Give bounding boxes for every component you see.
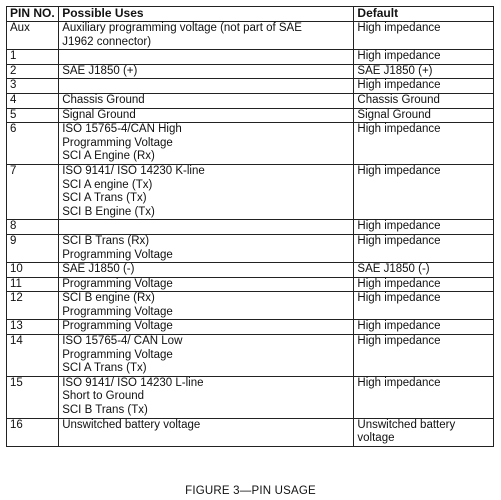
figure-caption: FIGURE 3—PIN USAGE <box>185 485 316 497</box>
table-row <box>7 418 494 446</box>
table-row <box>7 64 494 79</box>
pin-number-cell: 5 <box>7 108 59 123</box>
possible-uses-cell <box>59 79 354 94</box>
default-line: High impedance <box>357 292 441 305</box>
default-line: High impedance <box>357 335 441 348</box>
possible-uses-cell <box>59 335 354 377</box>
use-line: Signal Ground <box>62 108 136 121</box>
default-cell <box>354 123 494 165</box>
use-line: ISO 9141/ ISO 14230 K-line <box>62 164 205 177</box>
header-pin-no: PIN NO. <box>7 7 59 22</box>
default-line: SAE J1850 (-) <box>357 263 430 276</box>
table-header-row <box>7 7 494 22</box>
header-possible-uses: Possible Uses <box>59 7 354 22</box>
possible-uses-cell <box>59 263 354 278</box>
possible-uses-cell <box>59 22 354 50</box>
default-cell <box>354 108 494 123</box>
default-cell <box>354 220 494 235</box>
table-row <box>7 263 494 278</box>
table-row <box>7 22 494 50</box>
default-cell <box>354 277 494 292</box>
possible-uses-cell <box>59 234 354 262</box>
default-cell <box>354 22 494 50</box>
use-line: Programming Voltage <box>62 348 173 361</box>
use-line: SCI A engine (Tx) <box>62 178 153 191</box>
table-row <box>7 320 494 335</box>
possible-uses-cell <box>59 277 354 292</box>
use-line: Programming Voltage <box>62 277 173 290</box>
default-cell <box>354 376 494 418</box>
table-row <box>7 292 494 320</box>
default-line: Signal Ground <box>357 108 431 121</box>
table-row <box>7 50 494 65</box>
table-row <box>7 164 494 219</box>
default-line: High impedance <box>357 123 441 136</box>
possible-uses-cell <box>59 220 354 235</box>
possible-uses-cell <box>59 64 354 79</box>
table-row <box>7 277 494 292</box>
table-row <box>7 220 494 235</box>
default-line: High impedance <box>357 234 441 247</box>
default-cell <box>354 263 494 278</box>
use-line: Programming Voltage <box>62 305 173 318</box>
pin-number-cell: 15 <box>7 376 59 418</box>
default-line: High impedance <box>357 277 441 290</box>
table-row <box>7 79 494 94</box>
default-line: High impedance <box>357 164 441 177</box>
use-line: SCI B Engine (Tx) <box>62 205 155 218</box>
use-line: Programming Voltage <box>62 320 173 333</box>
default-cell <box>354 418 494 446</box>
pin-number-cell: 14 <box>7 335 59 377</box>
use-line: J1962 connector) <box>62 35 152 48</box>
use-line: ISO 15765-4/ CAN Low <box>62 335 183 348</box>
pin-number-cell: 6 <box>7 123 59 165</box>
pin-number-cell: 13 <box>7 320 59 335</box>
use-line: Programming Voltage <box>62 248 173 261</box>
use-line: Chassis Ground <box>62 93 145 106</box>
pin-number-cell: 4 <box>7 93 59 108</box>
use-line: SCI A Trans (Tx) <box>62 192 147 205</box>
default-line: Chassis Ground <box>357 93 440 106</box>
possible-uses-cell <box>59 376 354 418</box>
default-line: SAE J1850 (+) <box>357 64 433 77</box>
pin-usage-table <box>6 6 494 447</box>
pin-number-cell: 9 <box>7 234 59 262</box>
pin-number-cell: Aux <box>7 22 59 50</box>
use-line: SCI A Engine (Rx) <box>62 150 155 163</box>
possible-uses-cell <box>59 418 354 446</box>
default-line: High impedance <box>357 50 441 63</box>
use-line: SAE J1850 (-) <box>62 263 135 276</box>
use-line: Unswitched battery voltage <box>62 418 201 431</box>
possible-uses-cell <box>59 108 354 123</box>
table-body <box>7 22 494 447</box>
use-line: Short to Ground <box>62 390 145 403</box>
use-line: ISO 15765-4/CAN High <box>62 123 182 136</box>
use-line: SCI A Trans (Tx) <box>62 362 147 375</box>
default-cell <box>354 50 494 65</box>
default-line: High impedance <box>357 320 441 333</box>
use-line: SCI B Trans (Tx) <box>62 404 148 417</box>
default-cell <box>354 164 494 219</box>
use-line: Programming Voltage <box>62 136 173 149</box>
use-line: Auxiliary programming voltage (not part of SAE <box>62 22 302 34</box>
default-cell <box>354 320 494 335</box>
pin-number-cell: 1 <box>7 50 59 65</box>
pin-number-cell: 2 <box>7 64 59 79</box>
pin-number-cell: 8 <box>7 220 59 235</box>
default-cell <box>354 93 494 108</box>
possible-uses-cell <box>59 164 354 219</box>
possible-uses-cell <box>59 123 354 165</box>
possible-uses-cell <box>59 292 354 320</box>
pin-number-cell: 16 <box>7 418 59 446</box>
pin-number-cell: 11 <box>7 277 59 292</box>
default-cell <box>354 79 494 94</box>
default-line: High impedance <box>357 220 441 233</box>
pin-number-cell: 10 <box>7 263 59 278</box>
header-default: Default <box>354 7 494 22</box>
default-line: Unswitched battery <box>357 418 456 431</box>
use-line: SCI B engine (Rx) <box>62 292 155 305</box>
pin-number-cell: 12 <box>7 292 59 320</box>
default-line: High impedance <box>357 376 441 389</box>
default-line: voltage <box>357 432 395 445</box>
use-line: SCI B Trans (Rx) <box>62 234 150 247</box>
table-row <box>7 108 494 123</box>
pin-number-cell: 7 <box>7 164 59 219</box>
default-cell <box>354 234 494 262</box>
table-row <box>7 93 494 108</box>
use-line: ISO 9141/ ISO 14230 L-line <box>62 376 204 389</box>
possible-uses-cell <box>59 50 354 65</box>
use-line: SAE J1850 (+) <box>62 64 138 77</box>
table-row <box>7 376 494 418</box>
possible-uses-cell <box>59 93 354 108</box>
pin-number-cell: 3 <box>7 79 59 94</box>
default-cell <box>354 335 494 377</box>
default-line: High impedance <box>357 22 441 34</box>
table-row <box>7 234 494 262</box>
default-cell <box>354 292 494 320</box>
possible-uses-cell <box>59 320 354 335</box>
default-line: High impedance <box>357 79 441 92</box>
table-row <box>7 335 494 377</box>
table-row <box>7 123 494 165</box>
default-cell <box>354 64 494 79</box>
